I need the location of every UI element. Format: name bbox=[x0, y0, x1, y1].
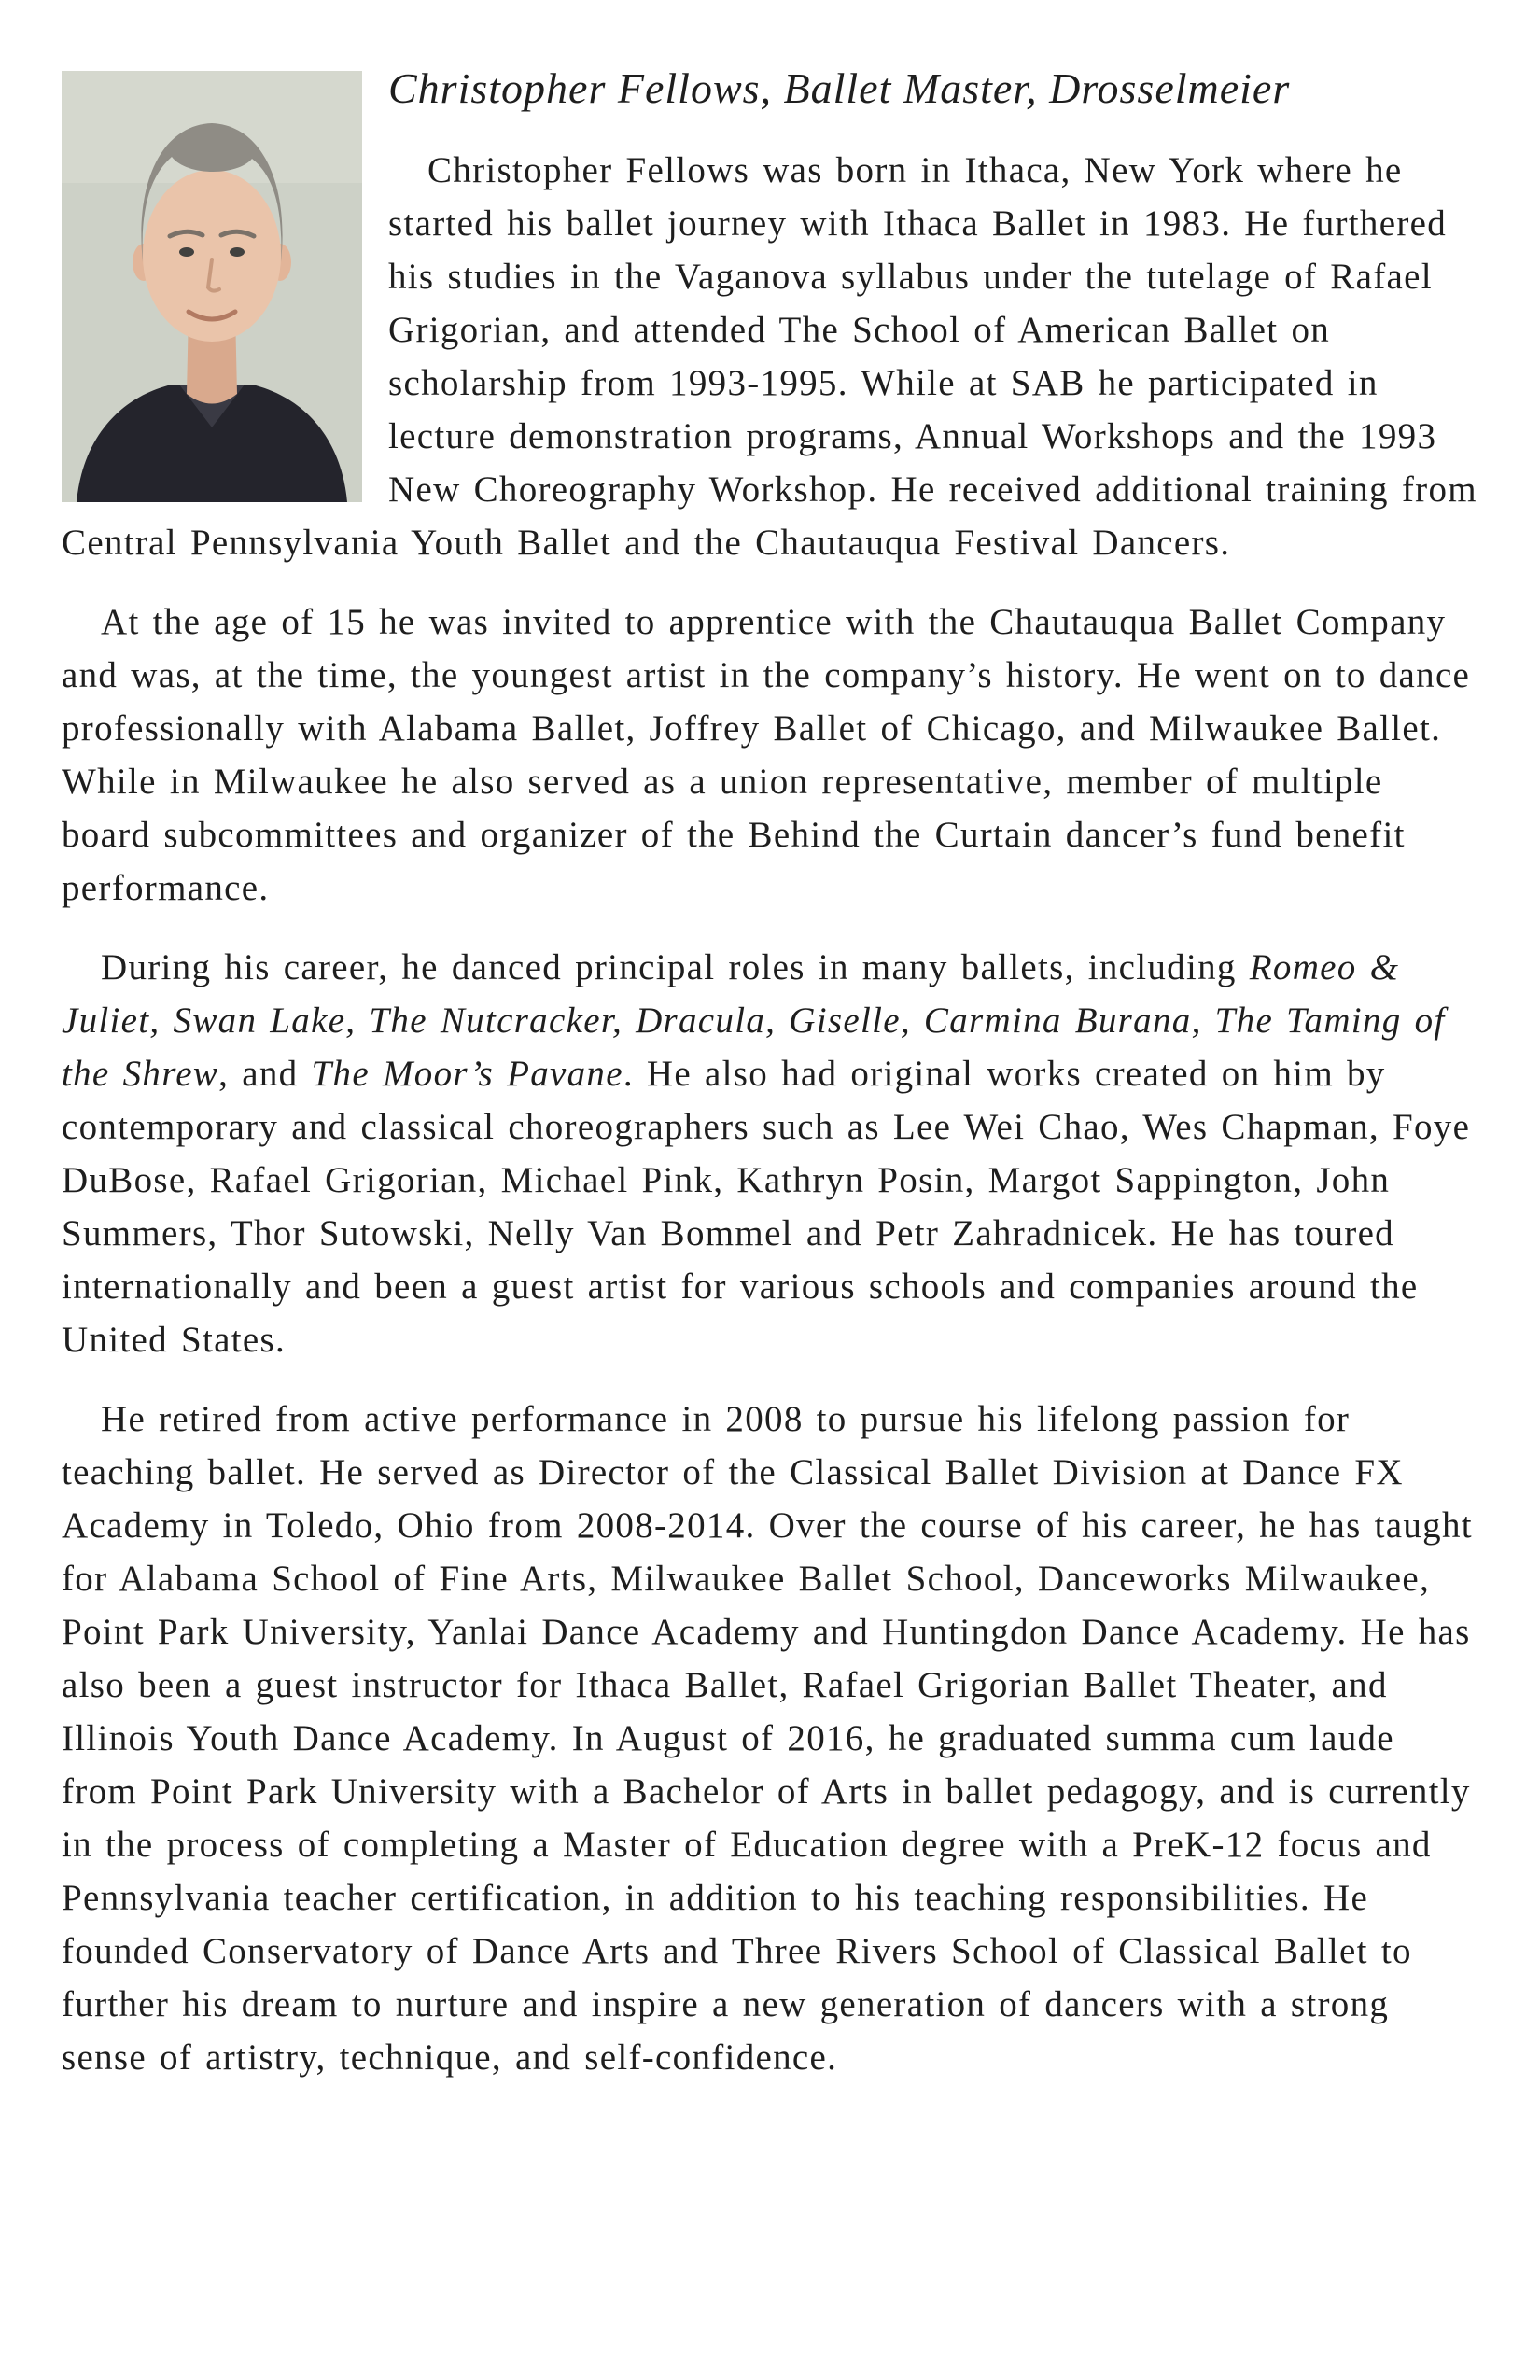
portrait-photo bbox=[62, 71, 362, 502]
text-run: , and bbox=[218, 1054, 312, 1094]
text-run: He retired from active performance in 2008 to pursue his lifelong passion for teaching ballet. He served as Director of the Classical Ballet Division at Dance FX Academy in Toledo, Ohio from 2008-2014. Over the course of his career, he has taught for Alabama School of Fine Arts, Milwaukee Ballet School, Danceworks Milwaukee, Point Park University, Yanlai Dance Academy and Huntingdon Dance Academy. He has also been a guest instructor for Ithaca Ballet, Rafael Grigorian Ballet Theater, and Illinois Youth Dance Academy. In August of 2016, he graduated summa cum laude from Point Park University with a Bachelor of Arts in ballet pedagogy, and is currently in the process of completing a Master of Education degree with a PreK-12 focus and Pennsylvania teacher certification, in addition to his teaching responsibilities. He founded Conservatory of Dance Arts and Three Rivers School of Classical Ballet to further his dream to nurture and inspire a new generation of dancers with a strong sense of artistry, technique, and self-confidence. bbox=[62, 1399, 1473, 2078]
ballet-titles-italic: Romeo & Juliet, Swan Lake, The Nutcracker, Dracula, Giselle, Carmina Burana, The Taming of the Shrew bbox=[62, 947, 1446, 1094]
ballet-title-italic: The Moor’s Pavane bbox=[311, 1054, 623, 1094]
portrait-eye-left bbox=[179, 247, 194, 257]
text-run: During his career, he danced principal roles in many ballets, including bbox=[101, 947, 1250, 987]
bio-paragraph-3 bbox=[62, 941, 1478, 1366]
text-run: At the age of 15 he was invited to apprentice with the Chautauqua Ballet Company and was, at the time, the youngest artist in the company’s history. He went on to dance professionally with Alabama Ballet, Joffrey Ballet of Chicago, and Milwaukee Ballet. While in Milwaukee he also served as a union representative, member of multiple board subcommittees and organizer of the Behind the Curtain dancer’s fund benefit performance. bbox=[62, 602, 1471, 908]
bio-paragraph-4 bbox=[62, 1393, 1478, 2084]
page-title: Christopher Fellows, Ballet Master, Drosselmeier bbox=[388, 64, 1291, 112]
text-run: . He also had original works created on him by contemporary and classical choreographers such as Lee Wei Chao, Wes Chapman, Foye DuBose, Rafael Grigorian, Michael Pink, Kathryn Posin, Margot Sappington, John Summers, Thor Sutowski, Nelly Van Bommel and Petr Zahradnicek. He has toured internationally and been a guest artist for various schools and companies around the United States. bbox=[62, 1054, 1471, 1360]
portrait-eye-right bbox=[230, 247, 245, 257]
bio-paragraph-2 bbox=[62, 595, 1478, 915]
portrait-face bbox=[143, 170, 281, 342]
text-run: Christopher Fellows was born in Ithaca, New York where he started his ballet journey with Ithaca Ballet in 1983. He furthered his studies in the Vaganova syllabus under the tutelage of Rafael Grigorian, and attended The School of American Ballet on scholarship from 1993-1995. While at SAB he participated in lecture demonstration programs, Annual Workshops and the 1993 New Choreography Workshop. He received additional training from Central Pennsylvania Youth Ballet and the Chautauqua Festival Dancers. bbox=[62, 150, 1477, 563]
